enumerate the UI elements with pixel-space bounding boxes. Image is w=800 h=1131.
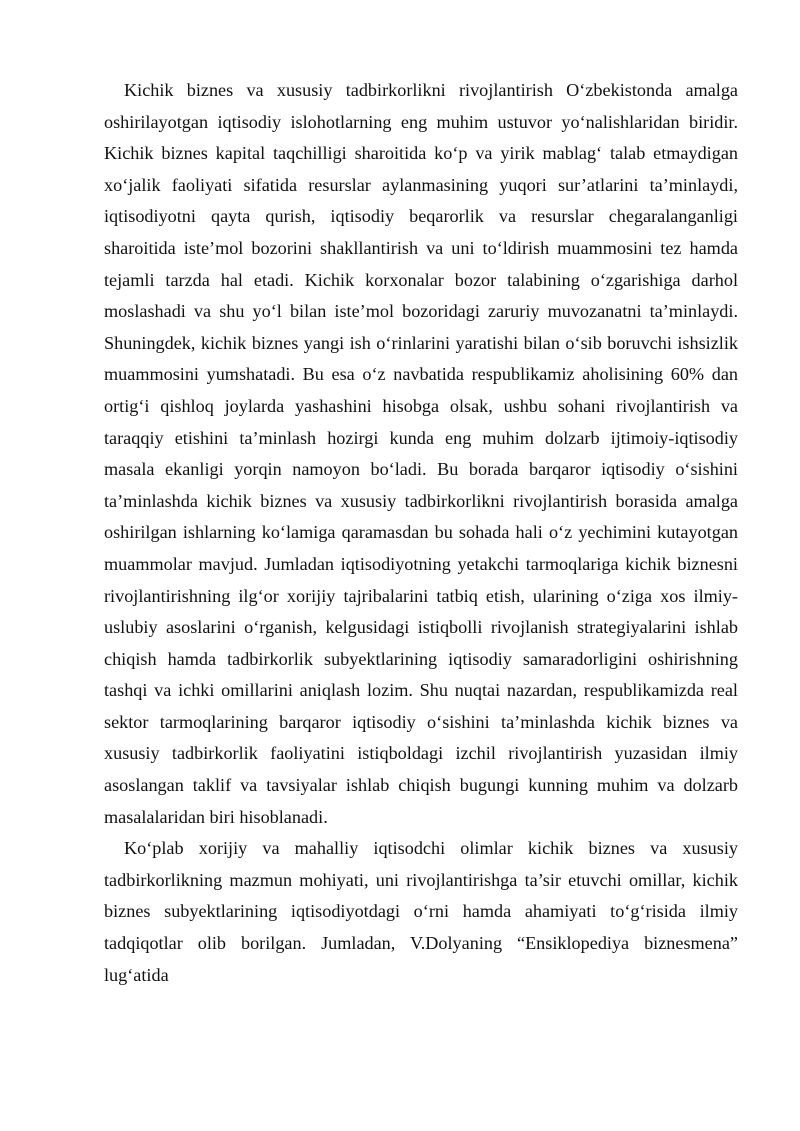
document-body: [104, 75, 738, 991]
paragraph-2: Ko‘plab xorijiy va mahalliy iqtisodchi olimlar kichik biznes va xususiy tadbirkorlikning mazmun mohiyati, uni rivojlantirishga ta’sir etuvchi omillar, kichik biznes subyektlarining iqtisodiyotdagi o‘rni hamda ahamiyati to‘g‘risida ilmiy tadqiqotlar olib borilgan. Jumladan, V.Dolyaning “Ensiklopediya biznesmena” lug‘atida: [104, 838, 738, 985]
paragraph-1: Kichik biznes va xususiy tadbirkorlikni rivojlantirish O‘zbekistonda amalga oshirilayotgan iqtisodiy islohotlarning eng muhim ustuvor yo‘nalishlaridan biridir. Kichik biznes kapital taqchilligi sharoitida ko‘p va yirik mablag‘ talab etmaydigan xo‘jalik faoliyati sifatida resurslar aylanmasining yuqori sur’atlarini ta’minlaydi, iqtisodiyotni qayta qurish, iqtisodiy beqarorlik va resurslar chegaralanganligi sharoitida iste’mol bozorini shakllantirish va uni to‘ldirish muammosini tez hamda tejamli tarzda hal etadi. Kichik korxonalar bozor talabining o‘zgarishiga darhol moslashadi va shu yo‘l bilan iste’mol bozoridagi zaruriy muvozanatni ta’minlaydi. Shuningdek, kichik biznes yangi ish o‘rinlarini yaratishi bilan o‘sib boruvchi ishsizlik muammosini yumshatadi. Bu esa o‘z navbatida respublikamiz aholisining 60% dan ortig‘i qishloq joylarda yashashini hisobga olsak, ushbu sohani rivojlantirish va taraqqiy etishini ta’minlash hozirgi kunda eng muhim dolzarb ijtimoiy-iqtisodiy masala ekanligi yorqin namoyon bo‘ladi. Bu borada barqaror iqtisodiy o‘sishini ta’minlashda kichik biznes va xususiy tadbirkorlikni rivojlantirish borasida amalga oshirilgan ishlarning ko‘lamiga qaramasdan bu sohada hali o‘z yechimini kutayotgan muammolar mavjud. Jumladan iqtisodiyotning yetakchi tarmoqlariga kichik biznesni rivojlantirishning ilg‘or xorijiy tajribalarini tatbiq etish, ularining o‘ziga xos ilmiy-uslubiy asoslarini o‘rganish, kelgusidagi istiqbolli rivojlanish strategiyalarini ishlab chiqish hamda tadbirkorlik subyektlarining iqtisodiy samaradorligini oshirishning tashqi va ichki omillarini aniqlash lozim. Shu nuqtai nazardan, respublikamizda real sektor tarmoqlarining barqaror iqtisodiy o‘sishini ta’minlashda kichik biznes va xususiy tadbirkorlik faoliyatini istiqboldagi izchil rivojlantirish yuzasidan ilmiy asoslangan taklif va tavsiyalar ishlab chiqish bugungi kunning muhim va dolzarb masalalaridan biri hisoblanadi.: [104, 80, 738, 827]
